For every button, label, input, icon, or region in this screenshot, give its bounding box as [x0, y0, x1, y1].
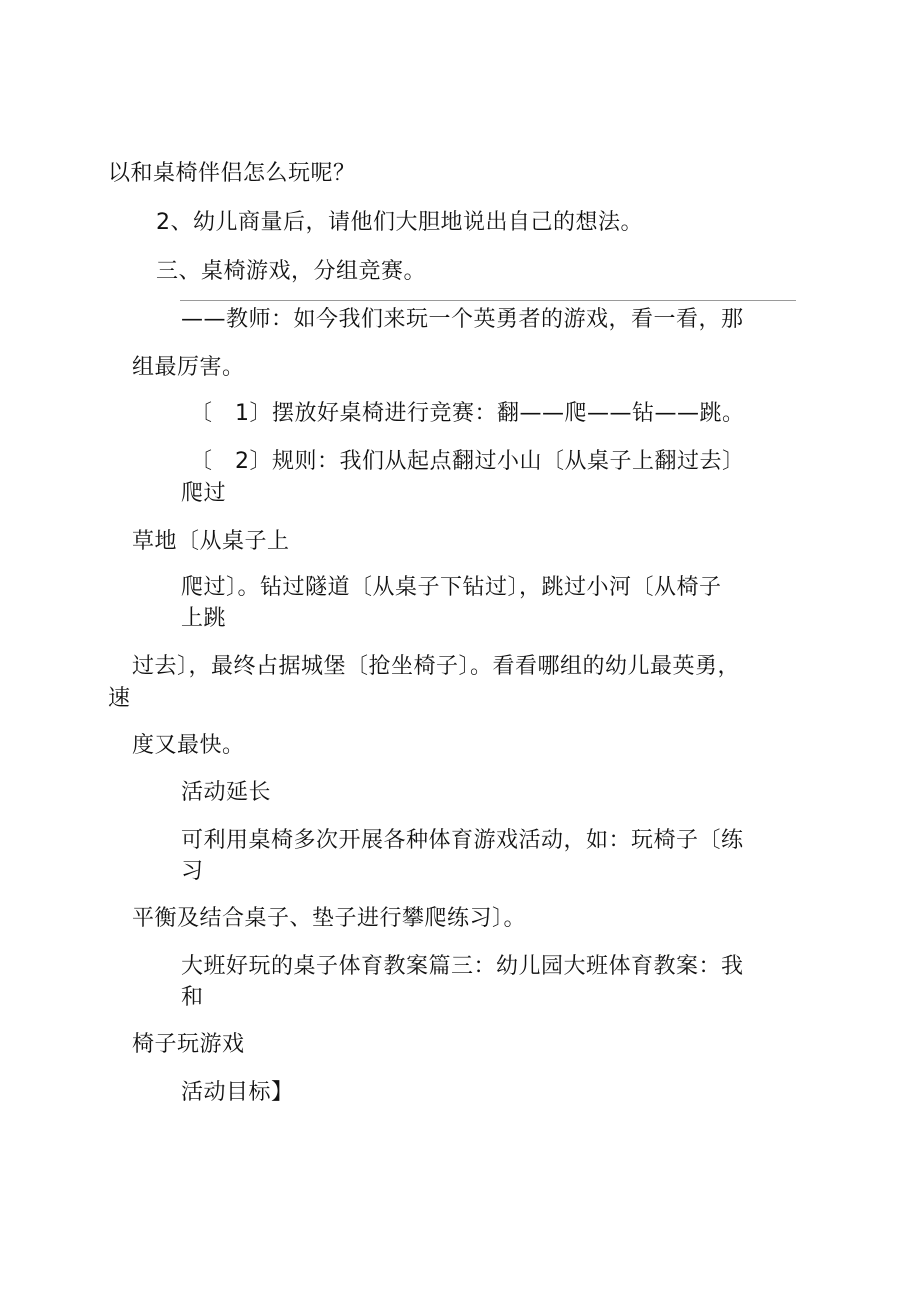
text-line: 〔 1〕摆放好桌椅进行竞赛：翻——爬——钻——跳。 [190, 401, 745, 426]
text-line: 组最厉害。 [132, 355, 245, 380]
text-line: 速 [108, 686, 131, 711]
text-line: 草地〔从桌子上 [132, 529, 290, 554]
text-line: 过去〕，最终占据城堡〔抢坐椅子〕。看看哪组的幼儿最英勇， [132, 654, 741, 679]
text-line: 习 [181, 859, 204, 884]
text-line: 椅子玩游戏 [132, 1032, 245, 1057]
text-line: 以和桌椅伴侣怎么玩呢？ [108, 161, 356, 186]
text-line: 三、桌椅游戏，分组竞赛。 [156, 259, 427, 284]
text-line: 爬过 [181, 481, 227, 506]
text-line: 上跳 [181, 606, 227, 631]
text-line: 大班好玩的桌子体育教案篇三：幼儿园大班体育教案：我 [181, 954, 744, 979]
text-line: 和 [181, 985, 204, 1010]
text-line: 平衡及结合桌子、垫子进行攀爬练习〕。 [132, 906, 527, 931]
horizontal-rule [180, 300, 796, 301]
text-line: ——教师：如今我们来玩一个英勇者的游戏，看一看，那 [181, 307, 744, 332]
text-line: 活动延长 [181, 780, 272, 805]
text-line: 〔 2〕规则：我们从起点翻过小山〔从桌子上翻过去〕 [190, 449, 745, 474]
text-line: 活动目标】 [181, 1080, 294, 1105]
text-line: 爬过〕。钻过隧道〔从桌子下钻过〕，跳过小河〔从椅子 [181, 575, 722, 600]
text-line: 度又最快。 [132, 733, 245, 758]
text-line: 2、幼儿商量后，请他们大胆地说出自己的想法。 [156, 210, 643, 235]
text-line: 可利用桌椅多次开展各种体育游戏活动，如：玩椅子〔练 [181, 828, 744, 853]
